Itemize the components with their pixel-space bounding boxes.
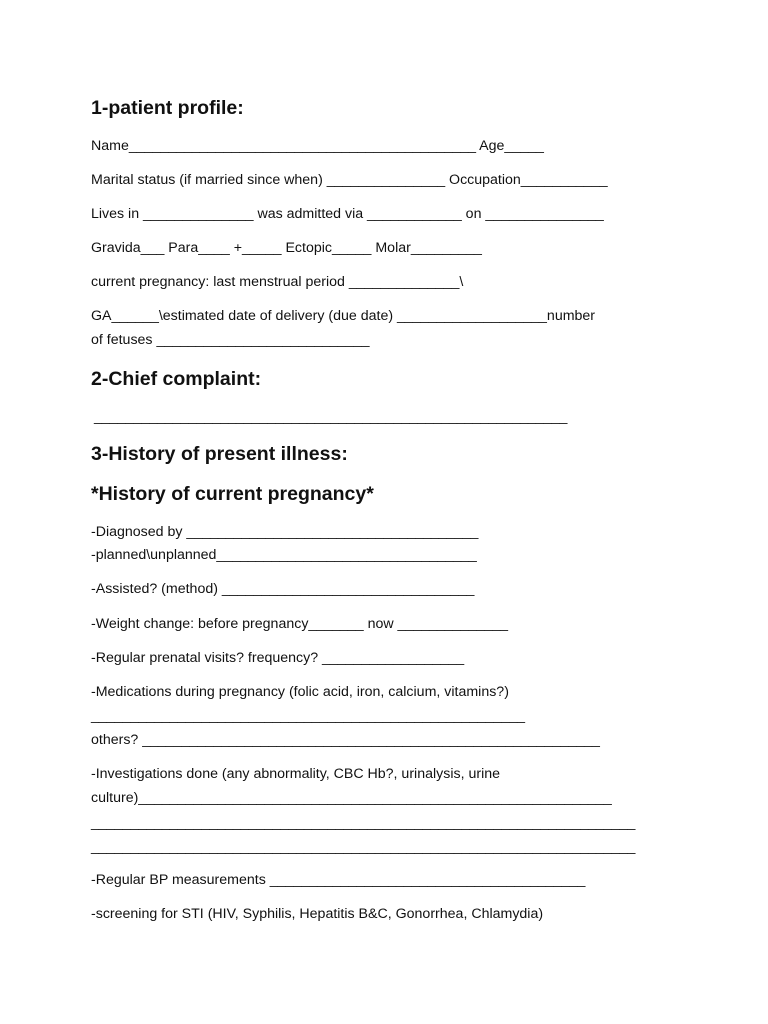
field-gravida-para: Gravida___ Para____ +_____ Ectopic_____ Molar_________: [91, 240, 482, 256]
field-prenatal-visits: -Regular prenatal visits? frequency? __________________: [91, 650, 465, 666]
field-culture: culture)____________________________________________________________: [91, 790, 612, 806]
field-assisted-method: -Assisted? (method) ________________________________: [91, 581, 475, 597]
field-sti-screening: -screening for STI (HIV, Syphilis, Hepatitis B&C, Gonorrhea, Chlamydia): [91, 906, 544, 922]
field-marital-occupation: Marital status (if married since when) _______________ Occupation___________: [91, 172, 608, 188]
field-others: others? __________________________________________________________: [91, 732, 600, 748]
field-name-age: Name____________________________________________ Age_____: [91, 138, 544, 154]
section-heading-patient-profile: 1-patient profile:: [91, 97, 244, 119]
subheading-current-pregnancy: *History of current pregnancy*: [91, 483, 374, 505]
chief-complaint-blank: ____________________________________________________________: [94, 409, 568, 425]
field-last-menstrual-period: current pregnancy: last menstrual period ______________\: [91, 274, 464, 290]
field-weight-change: -Weight change: before pregnancy_______ now ______________: [91, 616, 509, 632]
section-heading-chief-complaint: 2-Chief complaint:: [91, 368, 262, 390]
investigations-blank-1: _____________________________________________________________________: [91, 815, 636, 831]
field-investigations: -Investigations done (any abnormality, CBC Hb?, urinalysis, urine: [91, 766, 500, 782]
field-medications: -Medications during pregnancy (folic acid, iron, calcium, vitamins?): [91, 684, 509, 700]
field-lives-admitted: Lives in ______________ was admitted via ____________ on _______________: [91, 206, 604, 222]
investigations-blank-2: _____________________________________________________________________: [91, 839, 636, 855]
field-planned-unplanned: -planned\unplanned_________________________________: [91, 547, 477, 563]
field-bp-measurements: -Regular BP measurements ________________________________________: [91, 872, 586, 888]
section-heading-present-illness: 3-History of present illness:: [91, 443, 348, 465]
field-diagnosed-by: -Diagnosed by _____________________________________: [91, 524, 479, 540]
field-ga-due-date: GA______\estimated date of delivery (due date) ___________________number: [91, 308, 596, 324]
medications-blank: _______________________________________________________: [91, 708, 525, 724]
field-number-of-fetuses: of fetuses ___________________________: [91, 332, 370, 348]
